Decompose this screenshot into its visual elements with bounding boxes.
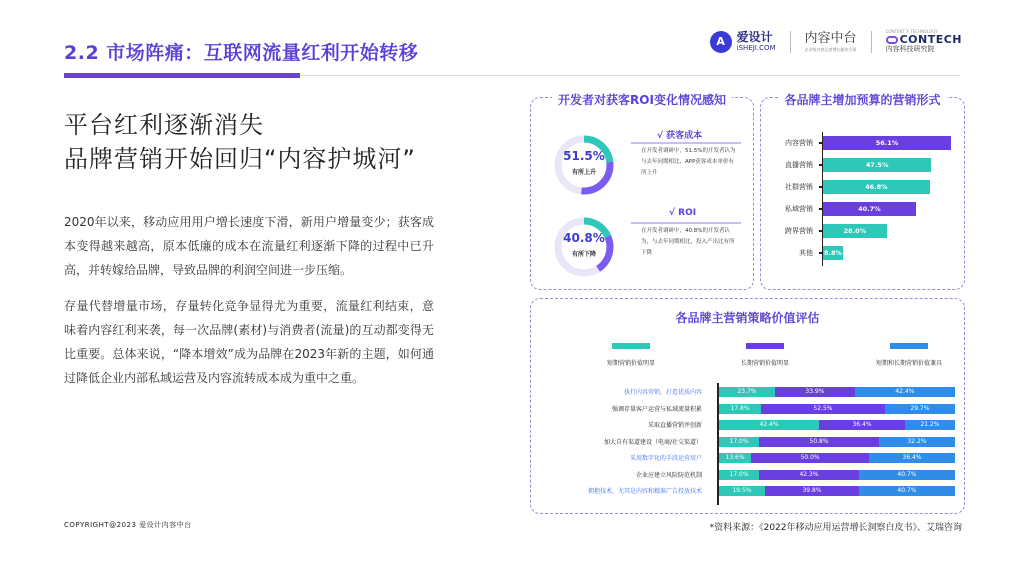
strategy-card — [530, 298, 965, 514]
copyright-text: COPYRIGHT@2023 爱设计内容中台 — [64, 521, 192, 529]
strategy-bar-segment: 36.4% — [869, 453, 955, 463]
strategy-bar-segment: 36.4% — [819, 420, 905, 430]
page-title: 2.2 市场阵痛：互联网流量红利开始转移 — [64, 42, 419, 64]
strategy-category-label: 强调存量客户运营与私域流量积累 — [611, 405, 702, 413]
roi-heading-cost: √ 获客成本 — [657, 131, 703, 141]
aisheji-logo-name: 爱设计 — [736, 30, 773, 44]
logo-divider — [790, 31, 791, 53]
strategy-stacked-bar — [719, 453, 955, 463]
donut-chart-cost — [553, 134, 615, 196]
budget-bar-row — [761, 224, 961, 238]
headline-line-2: 品牌营销开始回归“内容护城河” — [64, 145, 416, 173]
budget-bar — [823, 224, 887, 238]
strategy-stacked-bar — [719, 470, 955, 480]
legend-swatch — [890, 343, 928, 349]
logo-divider — [871, 31, 872, 53]
legend-label: 短期和长期营销价值兼具 — [875, 360, 942, 367]
donut-value-roi: 40.8% — [563, 231, 605, 245]
headline — [64, 108, 416, 176]
source-note: *资料来源：《2022年移动应用运营增长洞察白皮书》、艾瑞咨询 — [709, 523, 962, 533]
headline-line-1: 平台红利逐渐消失 — [64, 111, 264, 139]
roi-heading-rule — [631, 142, 741, 144]
contech-logo-top: CONTENT X TECHNOLOGY — [885, 29, 938, 34]
header-divider — [300, 75, 960, 76]
logo-group — [710, 30, 962, 53]
roi-heading-rule — [631, 222, 741, 224]
body-paragraph-1: 2020年以来，移动应用用户增长速度下滑，新用户增量变少；获客成本变得越来越高，原本低廉的成本在流量红利逐渐下降的过程中已升高，并转嫁给品牌，导致品牌的利润空间进一步压缩。 — [64, 215, 434, 277]
strategy-bar-segment: 13.6% — [719, 453, 751, 463]
budget-bar-value: 56.1% — [875, 139, 899, 147]
strategy-stacked-bar — [719, 420, 955, 430]
neirong-logo-name: 内容中台 — [804, 30, 857, 46]
legend-swatch — [746, 343, 784, 349]
donut-label-cost: 有所上升 — [571, 169, 596, 176]
contech-logo-sub: 内容科技研究院 — [885, 45, 935, 53]
budget-bar — [823, 180, 930, 194]
strategy-stacked-bar — [719, 387, 955, 397]
body-paragraph-2: 存量代替增量市场，存量转化竞争显得尤为重要，流量红利结束，意味着内容红利来袭，每一次品牌(素材)与消费者(流量)的互动都变得无比重要。总体来说，“降本增效”成为品牌在2023年新的主题，如何通过降低企业内部私域运营及内容流转成本成为重中之重。 — [64, 299, 434, 385]
donut-chart-roi — [553, 216, 615, 278]
budget-bar-label: 私域营销 — [785, 205, 813, 213]
strategy-category-label: 采用数字化的手段运营用户 — [629, 455, 702, 462]
budget-bar-value: 46.8% — [865, 183, 888, 191]
strategy-stacked-bar — [719, 486, 955, 496]
contech-logo — [886, 30, 962, 53]
legend-swatch — [612, 343, 650, 349]
neirong-logo-sub: 企业级内容运营增长解决方案 — [804, 46, 857, 52]
strategy-bar-segment: 29.7% — [885, 404, 955, 414]
strategy-bar-segment: 17.8% — [719, 404, 761, 414]
donut-ring-roi — [553, 216, 615, 278]
budget-bar-row — [761, 202, 961, 216]
strategy-bar-segment: 42.3% — [759, 470, 859, 480]
strategy-stacked-bar — [719, 404, 955, 414]
budget-bar — [823, 202, 916, 216]
contech-logo-icon — [886, 36, 898, 44]
title-underline — [64, 73, 300, 78]
strategy-bar-segment: 19.5% — [719, 486, 765, 496]
legend-item — [861, 343, 957, 367]
contech-logo-name: CONTECH — [899, 33, 962, 46]
budget-bar-value: 40.7% — [858, 205, 881, 213]
strategy-bar-segment: 42.4% — [855, 387, 955, 397]
strategy-bar-segment: 33.9% — [775, 387, 855, 397]
budget-bar-value: 47.5% — [865, 161, 889, 169]
strategy-bar-segment: 52.5% — [761, 404, 885, 414]
strategy-bar-segment: 40.7% — [859, 486, 955, 496]
roi-card — [530, 93, 754, 290]
budget-bar-label: 社群营销 — [785, 183, 813, 191]
budget-bar-label: 内容营销 — [785, 139, 813, 147]
strategy-bar-segment: 39.8% — [765, 486, 859, 496]
strategy-bar-segment: 50.0% — [751, 453, 869, 463]
strategy-category-label: 企业应建立风险防范机制 — [635, 471, 702, 479]
donut-ring-cost — [553, 134, 615, 196]
budget-card — [760, 93, 965, 290]
strategy-bar-segment: 32.2% — [879, 437, 955, 447]
strategy-stacked-bar — [719, 437, 955, 447]
legend-item — [717, 343, 813, 367]
roi-heading-roi: √ ROI — [669, 208, 697, 218]
roi-text-cost: 在开发者调研中，51.5%的开发者认为与去年同期相比，APP获客成本单价有所上升 — [641, 148, 736, 176]
budget-bar-row — [761, 246, 961, 260]
aisheji-logo-domain: iSHEJI.COM — [736, 44, 776, 52]
budget-bar-row — [761, 158, 961, 172]
budget-bar-label: 直播营销 — [785, 161, 813, 169]
budget-card-title: 各品牌主增加预算的营销形式 — [778, 93, 946, 107]
strategy-bar-segment: 50.8% — [759, 437, 879, 447]
strategy-bar-segment: 23.7% — [719, 387, 775, 397]
strategy-category-label: 采取直播营销并创新 — [647, 422, 702, 429]
legend-item — [583, 343, 679, 367]
strategy-category-label: 加大自有渠道建设（电商/社交渠道） — [603, 438, 702, 446]
legend-label: 长期营销价值明显 — [740, 360, 789, 367]
roi-card-title: 开发者对获客ROI变化情况感知 — [552, 93, 732, 107]
strategy-bar-segment: 17.0% — [719, 470, 759, 480]
budget-bar — [823, 136, 951, 150]
budget-bar-row — [761, 136, 961, 150]
budget-bar — [823, 158, 931, 172]
strategy-bar-segment: 42.4% — [719, 420, 819, 430]
budget-bar — [823, 246, 843, 260]
strategy-bar-segment: 40.7% — [859, 470, 955, 480]
budget-bar-label: 跨界营销 — [785, 227, 813, 235]
strategy-bar-segment: 21.2% — [905, 420, 955, 430]
strategy-card-title: 各品牌主营销策略价值评估 — [669, 311, 825, 325]
roi-text-roi: 在开发者调研中，40.8%的开发者认为，与去年同期相比，投入产出比有所下降 — [641, 228, 735, 256]
donut-value-cost: 51.5% — [563, 149, 605, 163]
budget-bar-value: 8.8% — [824, 249, 843, 257]
budget-bar-row — [761, 180, 961, 194]
strategy-category-label: 拥抱技术，尤其是内容和精准广告投放技术 — [587, 488, 702, 495]
strategy-bar-segment: 17.0% — [719, 437, 759, 447]
budget-bar-label: 其他 — [799, 249, 813, 257]
strategy-category-label: 执行内容营销，打造优质内容 — [623, 389, 702, 396]
legend-label: 短期营销价值明显 — [606, 360, 655, 367]
aisheji-logo-icon: A — [710, 31, 732, 53]
budget-bar-value: 28.0% — [843, 227, 867, 235]
aisheji-logo — [710, 31, 776, 53]
neirong-logo — [805, 32, 857, 52]
donut-label-roi: 有所下降 — [571, 251, 596, 258]
